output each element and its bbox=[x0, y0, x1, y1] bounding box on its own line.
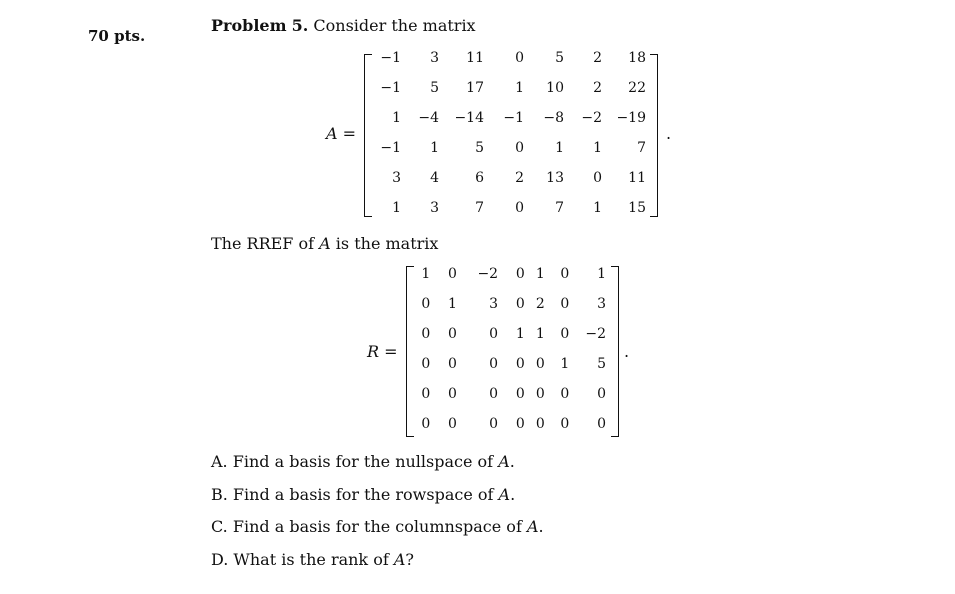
matrix-cell: 0 bbox=[421, 386, 431, 402]
matrix-cell: 1 bbox=[555, 140, 564, 156]
matrix-cell: 5 bbox=[475, 140, 484, 156]
matrix-row bbox=[366, 103, 646, 133]
matrix-cell: 3 bbox=[489, 296, 499, 312]
rref-sentence bbox=[211, 234, 438, 253]
matrix-cell: 0 bbox=[515, 386, 525, 402]
matrix-cell: 3 bbox=[392, 170, 401, 186]
matrix-cell: 0 bbox=[448, 416, 457, 432]
matrix-cell: 5 bbox=[555, 50, 564, 66]
matrix-cell: 0 bbox=[448, 386, 457, 402]
question-a-var: A bbox=[498, 452, 510, 471]
question-c-end: . bbox=[538, 517, 544, 536]
matrix-cell: 3 bbox=[597, 296, 606, 312]
matrix-cell: 1 bbox=[421, 266, 431, 282]
matrix-cell: 18 bbox=[628, 50, 646, 66]
matrix-cell: 2 bbox=[593, 80, 602, 96]
matrix-cell: 22 bbox=[628, 80, 646, 96]
matrix-cell: 1 bbox=[535, 266, 545, 282]
question-b-text: B. Find a basis for the rowspace of bbox=[211, 485, 494, 504]
matrix-r-name: R bbox=[367, 342, 380, 361]
points-label: 70 pts. bbox=[88, 27, 146, 45]
matrix-cell: 2 bbox=[593, 50, 602, 66]
matrix-cell: −2 bbox=[585, 326, 606, 342]
matrix-cell: 7 bbox=[555, 200, 564, 216]
matrix-a-lhs bbox=[326, 124, 356, 143]
problem-label: Problem bbox=[211, 16, 287, 35]
problem-heading bbox=[211, 16, 476, 35]
matrix-cell: 1 bbox=[448, 296, 457, 312]
matrix-cell: 0 bbox=[515, 416, 525, 432]
question-d-text: D. What is the rank of bbox=[211, 550, 389, 569]
matrix-r-lhs bbox=[367, 342, 398, 361]
matrix-cell: −1 bbox=[380, 140, 401, 156]
matrix-cell: 11 bbox=[628, 170, 646, 186]
matrix-cell: 0 bbox=[448, 356, 457, 372]
matrix-cell: 1 bbox=[430, 140, 439, 156]
matrix-cell: 1 bbox=[535, 326, 545, 342]
matrix-cell: −2 bbox=[477, 266, 499, 282]
matrix-cell: −1 bbox=[380, 50, 401, 66]
matrix-cell: 0 bbox=[535, 386, 545, 402]
matrix-cell: 0 bbox=[515, 140, 524, 156]
matrix-cell: 1 bbox=[392, 110, 401, 126]
matrix-a bbox=[366, 43, 646, 223]
matrix-cell: −8 bbox=[543, 110, 564, 126]
matrix-cell: 0 bbox=[448, 266, 457, 282]
matrix-r bbox=[408, 259, 606, 439]
matrix-cell: −14 bbox=[454, 110, 484, 126]
matrix-cell: 0 bbox=[489, 356, 499, 372]
question-b-end: . bbox=[510, 485, 516, 504]
matrix-row bbox=[408, 379, 606, 409]
matrix-cell: 1 bbox=[515, 80, 524, 96]
matrix-r-equals: = bbox=[384, 342, 398, 361]
matrix-r-period: . bbox=[624, 342, 630, 361]
matrix-cell: 5 bbox=[597, 356, 606, 372]
matrix-cell: 3 bbox=[430, 50, 439, 66]
matrix-r-right-bracket bbox=[611, 266, 619, 437]
matrix-cell: 1 bbox=[515, 326, 525, 342]
matrix-row bbox=[366, 193, 646, 223]
matrix-row bbox=[408, 409, 606, 439]
matrix-cell: 2 bbox=[535, 296, 545, 312]
question-d bbox=[211, 550, 414, 569]
matrix-cell: 3 bbox=[430, 200, 439, 216]
matrix-cell: 0 bbox=[421, 296, 431, 312]
matrix-cell: −2 bbox=[581, 110, 602, 126]
matrix-cell: 0 bbox=[560, 296, 570, 312]
rref-text-var: A bbox=[319, 234, 331, 253]
matrix-cell: 0 bbox=[535, 356, 545, 372]
matrix-a-period: . bbox=[666, 124, 672, 143]
question-d-end: ? bbox=[405, 550, 414, 569]
problem-number: 5. bbox=[291, 16, 309, 35]
matrix-cell: 0 bbox=[597, 416, 606, 432]
matrix-cell: 0 bbox=[489, 326, 499, 342]
matrix-cell: 0 bbox=[421, 416, 431, 432]
matrix-cell: 5 bbox=[430, 80, 439, 96]
question-b bbox=[211, 485, 515, 504]
matrix-cell: 0 bbox=[535, 416, 545, 432]
matrix-cell: −19 bbox=[616, 110, 646, 126]
matrix-cell: 1 bbox=[560, 356, 570, 372]
problem-intro: Consider the matrix bbox=[313, 16, 476, 35]
matrix-cell: 0 bbox=[515, 200, 524, 216]
matrix-cell: 7 bbox=[475, 200, 484, 216]
matrix-cell: 0 bbox=[560, 416, 570, 432]
question-d-var: A bbox=[393, 550, 406, 569]
matrix-a-equals: = bbox=[342, 124, 357, 143]
matrix-cell: 0 bbox=[489, 386, 499, 402]
matrix-cell: 0 bbox=[515, 356, 525, 372]
matrix-cell: 6 bbox=[475, 170, 484, 186]
matrix-cell: −4 bbox=[418, 110, 439, 126]
matrix-a-right-bracket bbox=[650, 54, 658, 217]
matrix-cell: 0 bbox=[421, 356, 431, 372]
matrix-cell: −1 bbox=[503, 110, 524, 126]
question-c-var: A bbox=[526, 517, 539, 536]
matrix-cell: 13 bbox=[546, 170, 564, 186]
matrix-cell: 0 bbox=[560, 326, 570, 342]
rref-text-after: is the matrix bbox=[335, 234, 439, 253]
matrix-cell: 0 bbox=[421, 326, 431, 342]
matrix-cell: 0 bbox=[560, 386, 570, 402]
question-a bbox=[211, 452, 515, 471]
matrix-cell: 17 bbox=[466, 80, 484, 96]
matrix-cell: 15 bbox=[628, 200, 646, 216]
matrix-cell: 11 bbox=[466, 50, 484, 66]
matrix-cell: 1 bbox=[597, 266, 606, 282]
rref-text-before: The RREF of bbox=[211, 234, 315, 253]
matrix-cell: 7 bbox=[637, 140, 646, 156]
matrix-cell: 0 bbox=[515, 296, 525, 312]
matrix-cell: 0 bbox=[593, 170, 602, 186]
matrix-cell: 10 bbox=[546, 80, 564, 96]
matrix-row bbox=[366, 43, 646, 73]
question-c bbox=[211, 517, 544, 536]
matrix-a-name: A bbox=[326, 124, 338, 143]
question-b-var: A bbox=[498, 485, 511, 504]
matrix-cell: 0 bbox=[515, 50, 524, 66]
matrix-cell: 1 bbox=[593, 200, 602, 216]
matrix-row bbox=[408, 349, 606, 379]
matrix-row bbox=[366, 73, 646, 103]
matrix-cell: 0 bbox=[448, 326, 457, 342]
matrix-cell: 0 bbox=[515, 266, 525, 282]
matrix-cell: 2 bbox=[515, 170, 524, 186]
question-a-end: . bbox=[509, 452, 515, 471]
matrix-row bbox=[408, 289, 606, 319]
matrix-row bbox=[366, 133, 646, 163]
matrix-cell: 0 bbox=[489, 416, 499, 432]
question-a-text: A. Find a basis for the nullspace of bbox=[211, 452, 494, 471]
matrix-row bbox=[366, 163, 646, 193]
matrix-cell: 4 bbox=[430, 170, 439, 186]
question-c-text: C. Find a basis for the columnspace of bbox=[211, 517, 522, 536]
matrix-cell: 0 bbox=[597, 386, 606, 402]
matrix-cell: 0 bbox=[560, 266, 570, 282]
matrix-cell: 1 bbox=[392, 200, 401, 216]
matrix-row bbox=[408, 259, 606, 289]
matrix-row bbox=[408, 319, 606, 349]
matrix-cell: 1 bbox=[593, 140, 602, 156]
matrix-cell: −1 bbox=[380, 80, 401, 96]
